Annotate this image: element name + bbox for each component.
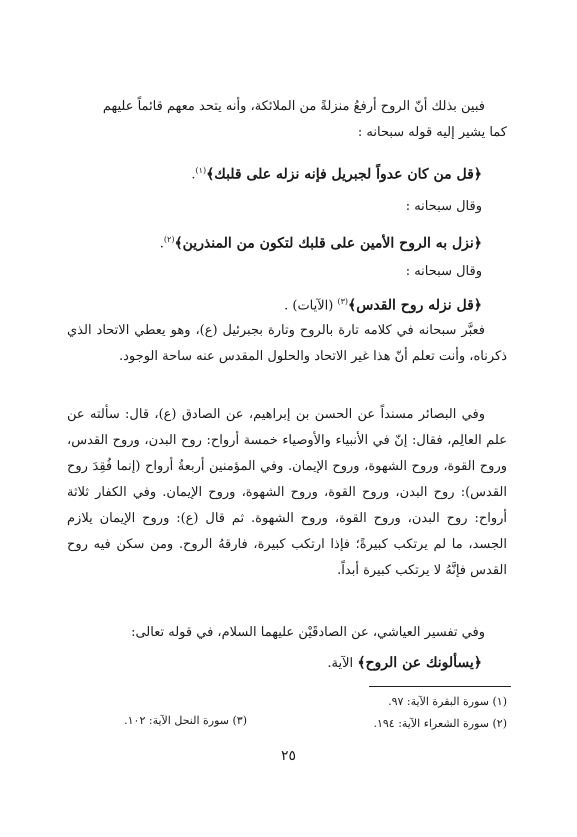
footnote-ref-2: (٢) (163, 235, 175, 244)
footnote-ref-1: (١) (195, 166, 207, 175)
intro-paragraph (67, 94, 507, 120)
verse-4-end: الآية. (327, 656, 358, 671)
verse-4-text: ﴿يسألونك عن الروح﴾ (357, 655, 482, 671)
verse-2-text: ﴿نزل به الروح الأمين على قلبك لتكون من المنذرين﴾ (174, 235, 482, 252)
said-line-2: وقال سبحانه : (405, 264, 482, 279)
verse-1-text: ﴿قل من كان عدواً لجبريل فإنه نزله على قلبك﴾ (206, 166, 482, 183)
verse-2 (160, 230, 482, 254)
said-line-1: وقال سبحانه : (405, 199, 482, 214)
footnote-2: (٢) سورة الشعراء الآية: ١٩٤. (373, 717, 507, 730)
footnote-divider (369, 686, 511, 687)
verse-1 (191, 161, 482, 185)
page-number: ٢٥ (280, 748, 297, 764)
intro-line-1: فبين بذلك أنّ الروح أرفعُ منزلةً من الملائكة، وأنه يتحد معهم قائماً عليهم (102, 99, 485, 114)
paragraph-2: وفي البصائر مسنداً عن الحسن بن إبراهيم، عن الصادق (ع)، قال: سألته عن علم العالِم، فقال: إنّ في الأنبياء والأوصياء خمسة أرواح: روح البدن، وروح القدس، وروح القوة، وروح الشهوة، وروح الإيمان. وفي المؤمنين أربعةُ أرواح (إنما فُقِدَ روح القدس): روح البدن، وروح القوة، وروح الشهوة، وروح الإيمان. وفي الكفار ثلاثة أرواح: روح البدن، وروح القوة، وروح الشهوة. ثم قال (ع): وروح الإيمان يلازم الجسد، ما لم يرتكب كبيرةً؛ فإذا ارتكب كبيرة، فارقهُ الروح. ومن سكن فيه روح القدس فإنَّهُ لا يرتكب كبيرة أبداً. (67, 407, 507, 578)
footnote-3: (٣) سورة النحل الآية: ١٠٢. (124, 714, 247, 727)
verse-3 (284, 292, 482, 316)
verse-1-end: . (191, 167, 196, 183)
verse-3-end: (الآيات) . (284, 298, 338, 314)
verse-3-text: ﴿قل نزله روح القدس﴾ (348, 297, 482, 314)
footnote-1: (١) سورة البقرة الآية: ٩٧. (388, 695, 507, 708)
paragraph-1: فعبَّر سبحانه في كلامه تارة بالروح وتارة بجبرئيل (ع)، وهو يعطي الاتحاد الذي ذكرناه، وأنت تعلم أنّ هذا غير الاتحاد والحلول المقدس عنه ساحة الوجود. (67, 323, 507, 364)
footnote-ref-3: (٣) (337, 297, 349, 306)
verse-2-end: . (159, 236, 164, 252)
paragraph-3: وفي تفسير العياشي، عن الصادقَيْن عليهما السلام، في قوله تعالى: (131, 625, 485, 640)
intro-line-2: كما يشير إليه قوله سبحانه : (357, 125, 507, 140)
verse-4 (327, 653, 482, 674)
